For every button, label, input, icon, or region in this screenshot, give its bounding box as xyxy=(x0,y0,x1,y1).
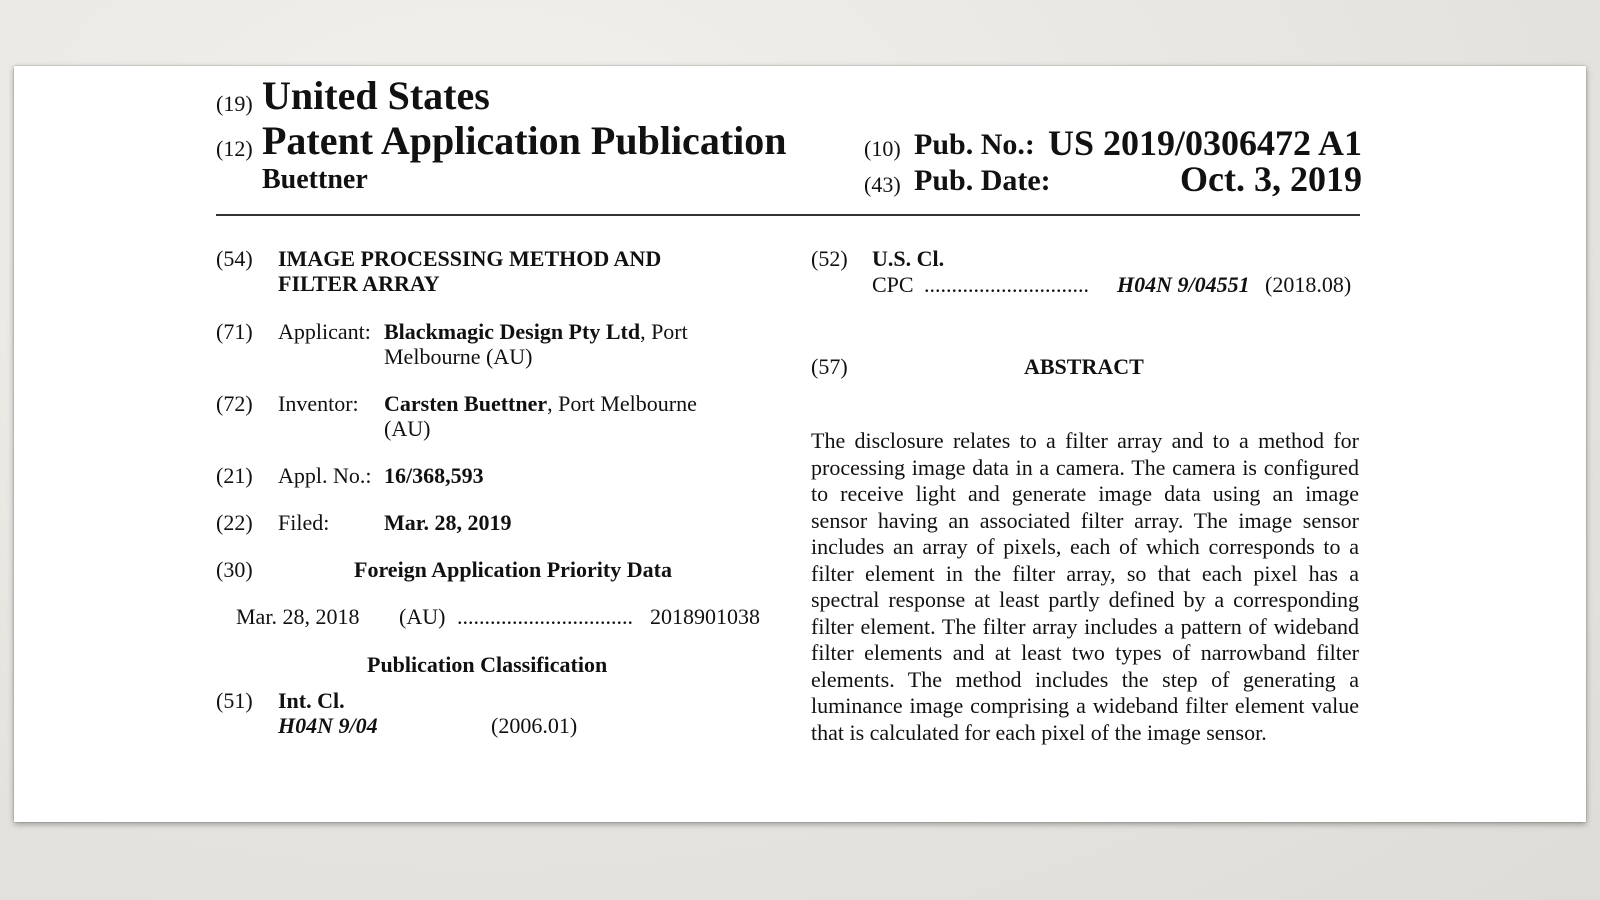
pub-date: Oct. 3, 2019 xyxy=(1180,159,1362,199)
inid-code-30: (30) xyxy=(216,557,253,582)
pub-number-label: Pub. No.: xyxy=(914,128,1035,161)
pub-date-label: Pub. Date: xyxy=(914,164,1051,197)
applicant-label: Applicant: xyxy=(278,319,371,344)
applicant-line1 xyxy=(384,319,688,345)
applicant-city: , Port xyxy=(640,319,688,344)
appl-no-label: Appl. No.: xyxy=(278,463,372,488)
inid-code-52: (52) xyxy=(811,246,848,271)
inid-code-72: (72) xyxy=(216,391,253,416)
inid-code-22: (22) xyxy=(216,510,253,535)
inventor-name: Carsten Buettner xyxy=(384,391,548,416)
cpc-version: (2018.08) xyxy=(1265,272,1352,297)
inventor-line1 xyxy=(384,391,697,417)
filed-label: Filed: xyxy=(278,510,330,535)
inid-code-71: (71) xyxy=(216,319,253,344)
int-cl-version: (2006.01) xyxy=(491,713,578,738)
inid-code-21: (21) xyxy=(216,463,253,488)
priority-date: Mar. 28, 2018 xyxy=(236,604,360,629)
publication-classification-title: Publication Classification xyxy=(367,652,608,677)
priority-number: 2018901038 xyxy=(650,604,760,629)
abstract-title: ABSTRACT xyxy=(1024,354,1144,379)
inid-code-19: (19) xyxy=(216,91,253,116)
cpc-label: CPC xyxy=(872,272,914,297)
priority-leader-dots: ................................ xyxy=(457,604,633,629)
applicant-short-name: Buettner xyxy=(262,164,368,195)
invention-title-line1: IMAGE PROCESSING METHOD AND xyxy=(278,246,662,271)
country-title: United States xyxy=(262,73,490,118)
applicant-name: Blackmagic Design Pty Ltd xyxy=(384,319,641,344)
document-type-title: Patent Application Publication xyxy=(262,118,787,163)
pub-number: US 2019/0306472 A1 xyxy=(1048,123,1363,163)
header-divider xyxy=(216,214,1360,216)
inventor-city: , Port Melbourne xyxy=(547,391,697,416)
inventor-line2: (AU) xyxy=(384,416,431,441)
cpc-leader-dots: .............................. xyxy=(924,272,1089,297)
int-cl-label: Int. Cl. xyxy=(278,688,345,713)
inid-code-54: (54) xyxy=(216,246,253,271)
priority-country: (AU) xyxy=(399,604,446,629)
inid-code-51: (51) xyxy=(216,688,253,713)
applicant-line2: Melbourne (AU) xyxy=(384,344,533,369)
abstract-text: The disclosure relates to a filter array and to a method for processing image data in a camera. The camera is configured to receive light and generate image data using an image sensor having an associated filter array. The image sensor includes an array of pixels, each of which corresponds to a filter element in the filter array, so that each pixel has a spectral response at least partly defined by a corresponding filter element. The filter array includes a pattern of wideband filter elements and at least two types of narrowband filter elements. The method includes the step of generating a luminance image comprising a wideband filter element value that is calculated for each pixel of the image sensor. xyxy=(811,428,1359,745)
inid-code-12: (12) xyxy=(216,136,253,161)
priority-data-title: Foreign Application Priority Data xyxy=(354,557,672,582)
patent-page xyxy=(14,66,1586,822)
int-cl-class: H04N 9/04 xyxy=(278,713,378,738)
appl-no-value: 16/368,593 xyxy=(384,463,484,488)
inid-code-57: (57) xyxy=(811,354,848,379)
cpc-class: H04N 9/04551 xyxy=(1117,272,1250,297)
us-cl-label: U.S. Cl. xyxy=(872,246,945,271)
invention-title-line2: FILTER ARRAY xyxy=(278,271,440,296)
inid-code-10: (10) xyxy=(864,136,901,161)
inventor-label: Inventor: xyxy=(278,391,359,416)
inid-code-43: (43) xyxy=(864,172,901,197)
filed-value: Mar. 28, 2019 xyxy=(384,510,512,535)
